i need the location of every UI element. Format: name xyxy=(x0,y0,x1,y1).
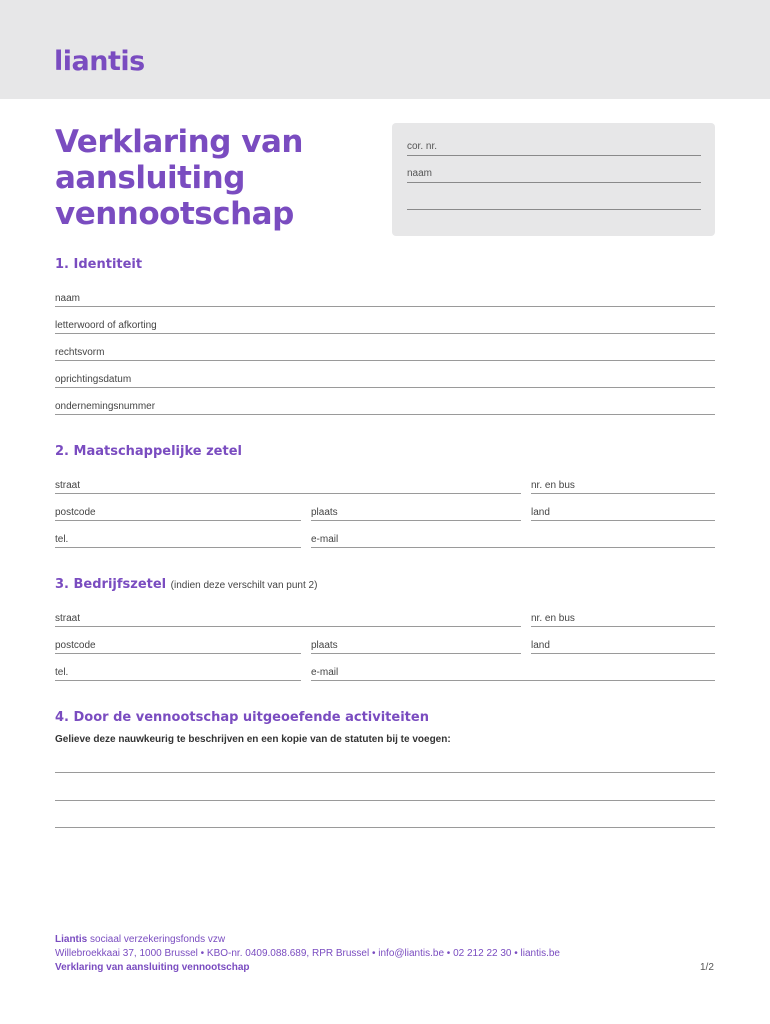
activity-line[interactable] xyxy=(55,772,715,773)
section-3-note: (indien deze verschilt van punt 2) xyxy=(170,580,318,591)
title-line: Verklaring van xyxy=(55,124,303,160)
title-line: aansluiting xyxy=(55,160,245,196)
cor-box xyxy=(392,123,715,236)
liantis-logo: liantis xyxy=(54,46,145,77)
tel-field[interactable]: tel. xyxy=(55,666,301,681)
page-title xyxy=(55,124,303,232)
oprichtingsdatum-field[interactable]: oprichtingsdatum xyxy=(55,373,715,388)
page-number: 1/2 xyxy=(700,962,714,973)
footer-org xyxy=(55,934,225,945)
footer-org-name: Liantis xyxy=(55,934,88,945)
cor-naam-field[interactable]: naam xyxy=(407,168,701,183)
plaats-field[interactable]: plaats xyxy=(311,639,521,654)
rechtsvorm-field[interactable]: rechtsvorm xyxy=(55,346,715,361)
footer-doc-title: Verklaring van aansluiting vennootschap xyxy=(55,962,250,973)
nr-bus-field[interactable]: nr. en bus xyxy=(531,479,715,494)
section-3-title-text: 3. Bedrijfszetel xyxy=(55,577,167,592)
section-1-title: 1. Identiteit xyxy=(55,257,143,272)
section-3-title xyxy=(55,577,317,592)
postcode-field[interactable]: postcode xyxy=(55,639,301,654)
postcode-field[interactable]: postcode xyxy=(55,506,301,521)
ondernemingsnummer-field[interactable]: ondernemingsnummer xyxy=(55,400,715,415)
footer-org-desc: sociaal verzekeringsfonds vzw xyxy=(87,934,226,945)
section-2-title: 2. Maatschappelijke zetel xyxy=(55,444,242,459)
title-line: vennootschap xyxy=(55,196,294,232)
straat-field[interactable]: straat xyxy=(55,612,521,627)
nr-bus-field[interactable]: nr. en bus xyxy=(531,612,715,627)
email-field[interactable]: e-mail xyxy=(311,666,715,681)
letterwoord-field[interactable]: letterwoord of afkorting xyxy=(55,319,715,334)
naam-field[interactable]: naam xyxy=(55,292,715,307)
straat-field[interactable]: straat xyxy=(55,479,521,494)
land-field[interactable]: land xyxy=(531,639,715,654)
tel-field[interactable]: tel. xyxy=(55,533,301,548)
activity-line[interactable] xyxy=(55,800,715,801)
activity-line[interactable] xyxy=(55,827,715,828)
footer-address: Willebroekkaai 37, 1000 Brussel • KBO-nr. 0409.088.689, RPR Brussel • info@liantis.be • 02 212 22 30 • liantis.be xyxy=(55,948,560,959)
cor-blank-field[interactable] xyxy=(407,195,701,210)
cor-nr-field[interactable]: cor. nr. xyxy=(407,141,701,156)
plaats-field[interactable]: plaats xyxy=(311,506,521,521)
land-field[interactable]: land xyxy=(531,506,715,521)
section-4-title: 4. Door de vennootschap uitgeoefende activiteiten xyxy=(55,710,429,725)
section-4-instruction: Gelieve deze nauwkeurig te beschrijven en een kopie van de statuten bij te voegen: xyxy=(55,734,451,745)
email-field[interactable]: e-mail xyxy=(311,533,715,548)
